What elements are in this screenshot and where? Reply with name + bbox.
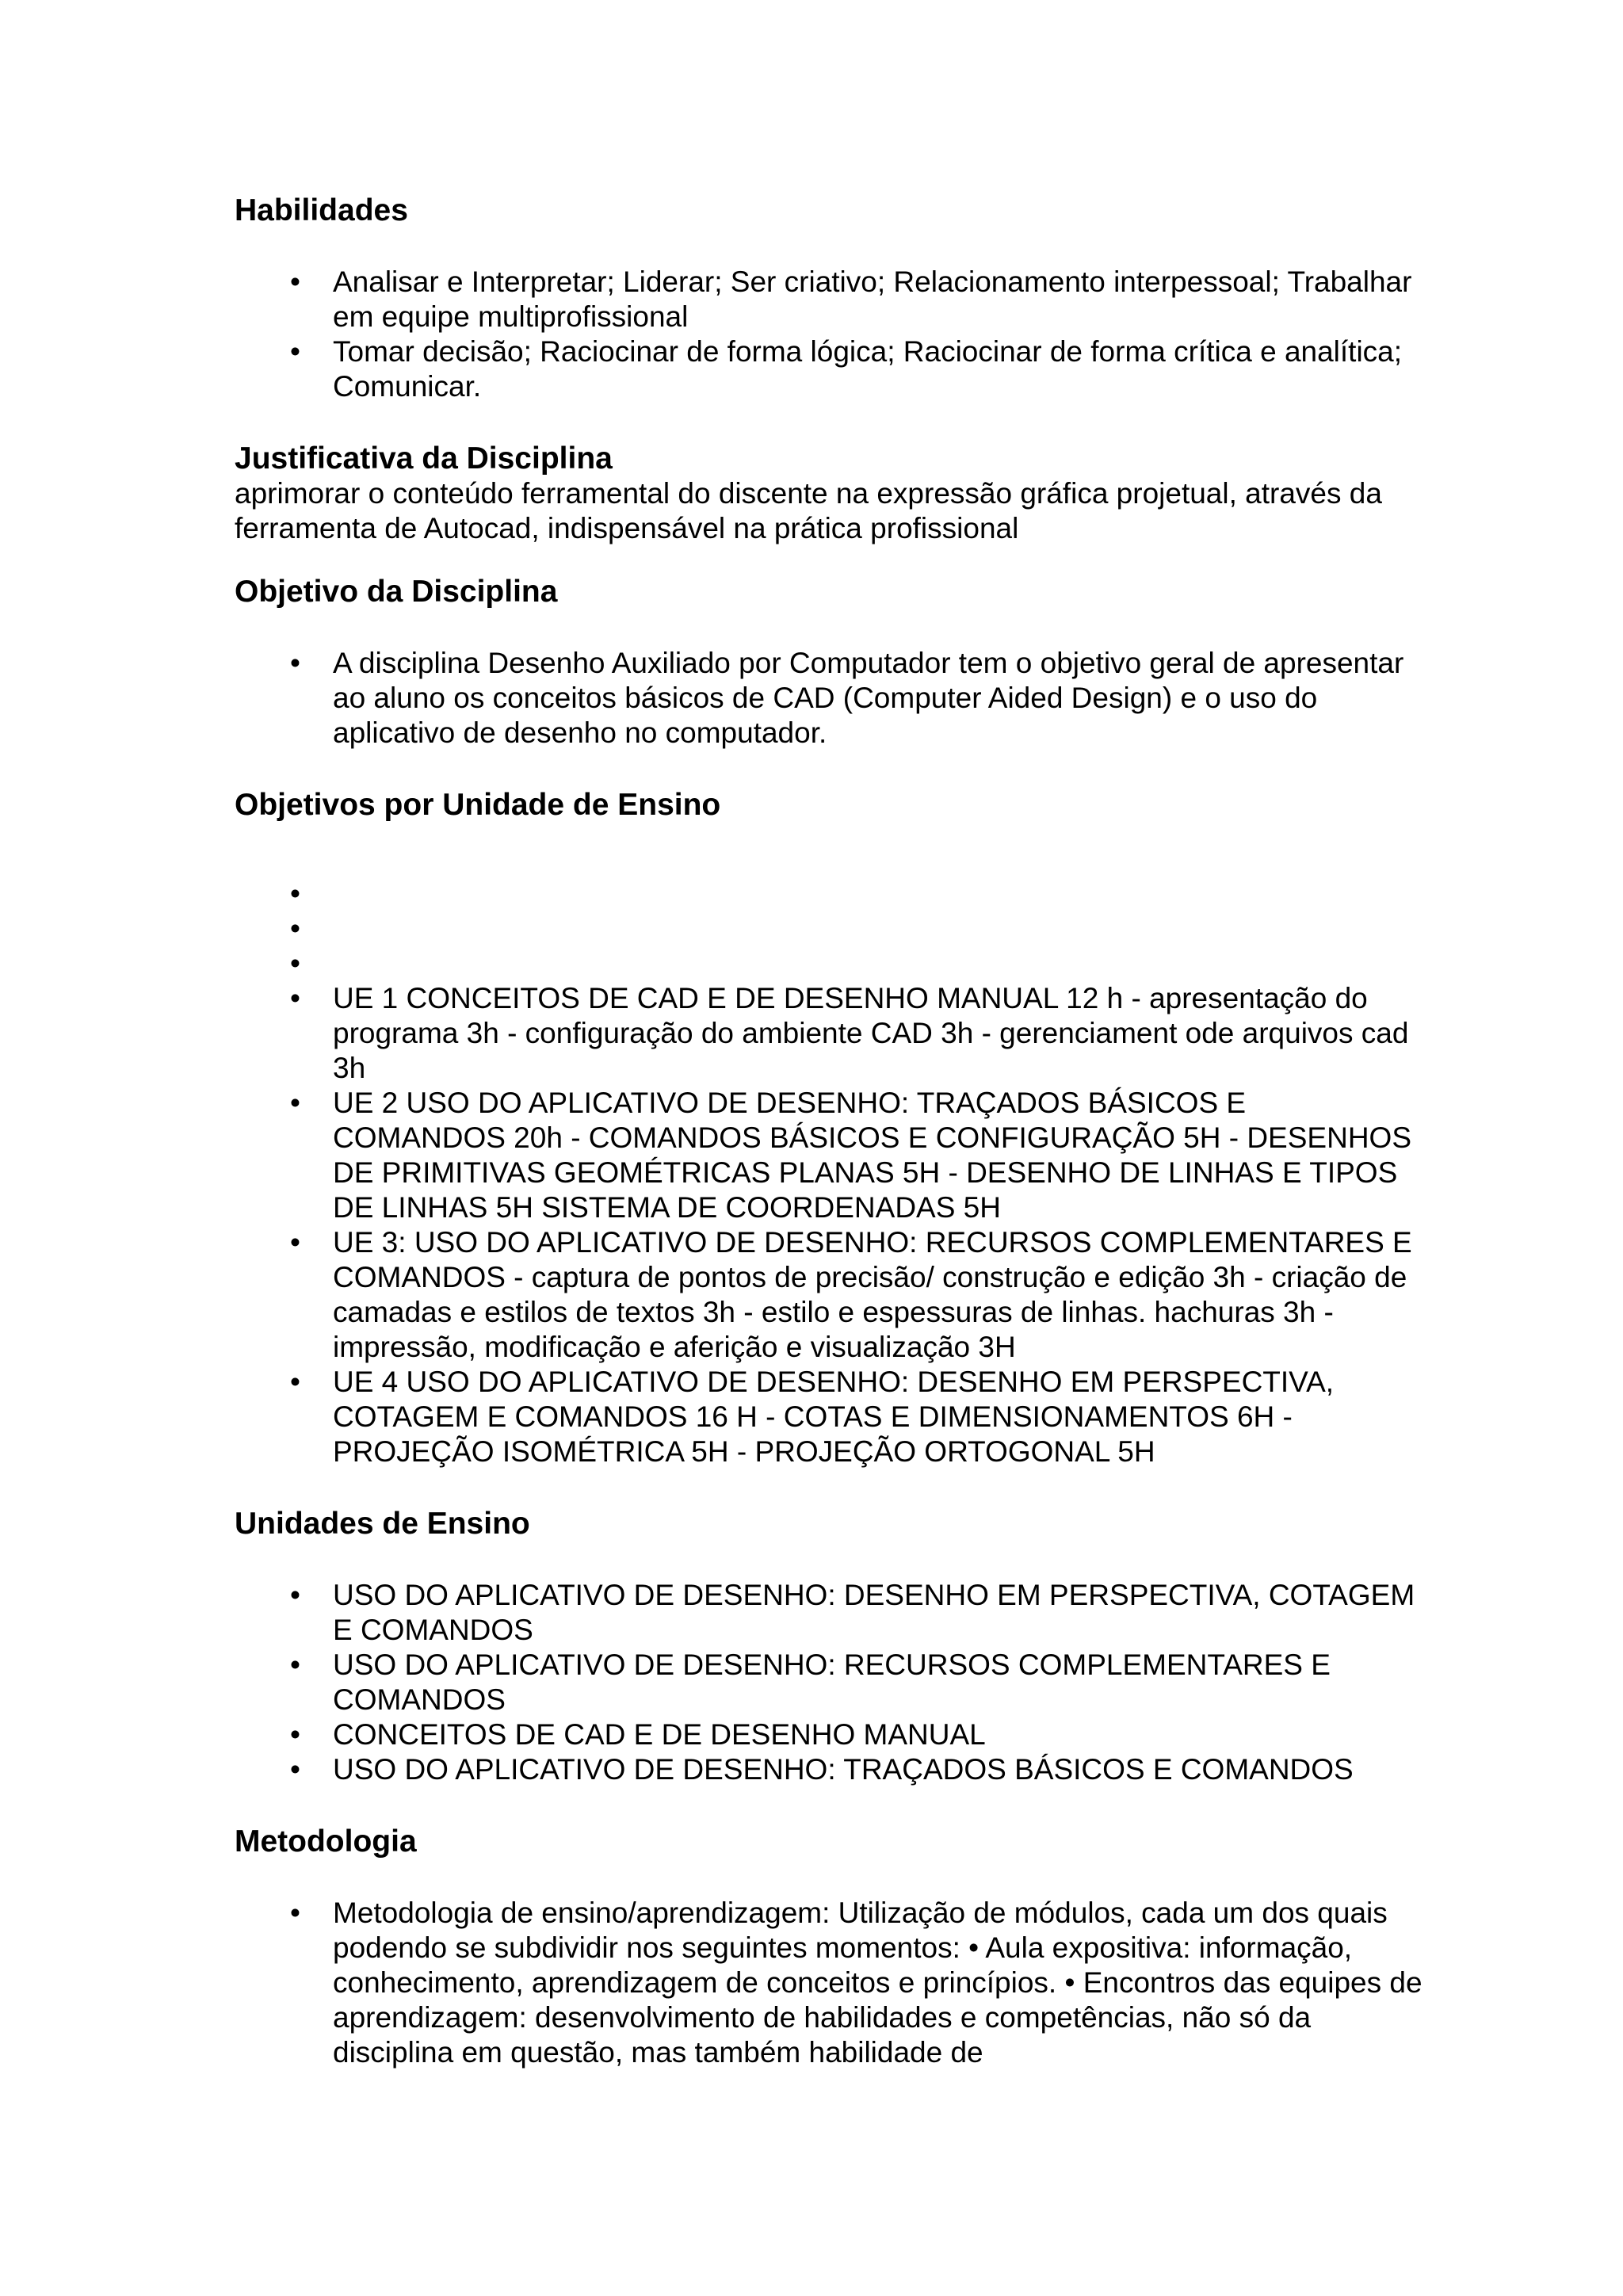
bullet-icon: • bbox=[290, 647, 300, 679]
bullet-icon: • bbox=[290, 912, 300, 945]
document-page bbox=[235, 193, 1423, 2070]
list-item: • UE 3: USO DO APLICATIVO DE DESENHO: RECURSOS COMPLEMENTARES E COMANDOS - captura de pontos de precisão/ construção e edição 3h - criação de camadas e estilos de textos 3h - estilo e espessuras de linhas. hachuras 3h - impressão, modificação e aferição e visualização 3H bbox=[290, 1226, 1412, 1363]
list-item: • Analisar e Interpretar; Liderar; Ser criativo; Relacionamento interpessoal; Trabalhar em equipe multiprofissional bbox=[290, 266, 1412, 333]
section-heading-metodologia: Metodologia bbox=[235, 1824, 417, 1859]
section-heading-objetivos-unidade: Objetivos por Unidade de Ensino bbox=[235, 788, 721, 822]
list-item bbox=[235, 911, 1423, 946]
list-item: • UE 2 USO DO APLICATIVO DE DESENHO: TRAÇADOS BÁSICOS E COMANDOS 20h - COMANDOS BÁSICOS E CONFIGURAÇÃO 5H - DESENHOS DE PRIMITIVAS GEOMÉTRICAS PLANAS 5H - DESENHO DE LINHAS E TIPOS DE LINHAS 5H SISTEMA DE COORDENADAS 5H bbox=[290, 1087, 1411, 1224]
list-item: • USO DO APLICATIVO DE DESENHO: TRAÇADOS BÁSICOS E COMANDOS bbox=[290, 1753, 1354, 1786]
section-heading-objetivo: Objetivo da Disciplina bbox=[235, 575, 558, 609]
bullet-icon: • bbox=[290, 877, 300, 910]
bullet-icon: • bbox=[290, 1718, 300, 1751]
list-item bbox=[235, 946, 1423, 981]
unidades-list bbox=[235, 1578, 1423, 1787]
bullet-icon: • bbox=[290, 1648, 300, 1681]
bullet-icon: • bbox=[290, 982, 300, 1014]
list-item: • USO DO APLICATIVO DE DESENHO: RECURSOS COMPLEMENTARES E COMANDOS bbox=[290, 1648, 1331, 1716]
bullet-icon: • bbox=[290, 947, 300, 980]
list-item: • Metodologia de ensino/aprendizagem: Utilização de módulos, cada um dos quais podendo se subdividir nos seguintes momentos: • Aula expositiva: informação, conhecimento, aprendizagem de conceitos e princípios. • Encontros das equipes de aprendizagem: desenvolvimento de habilidades e competências, não só da disciplina em questão, mas também habilidade de bbox=[290, 1897, 1423, 2069]
bullet-icon: • bbox=[290, 335, 300, 368]
list-item: • UE 1 CONCEITOS DE CAD E DE DESENHO MANUAL 12 h - apresentação do programa 3h - configuração do ambiente CAD 3h - gerenciament ode arquivos cad 3h bbox=[290, 982, 1409, 1084]
justificativa-paragraph: aprimorar o conteúdo ferramental do discente na expressão gráfica projetual, através da ferramenta de Autocad, indispensável na prática profissional bbox=[235, 477, 1382, 544]
bullet-icon: • bbox=[290, 1579, 300, 1611]
section-heading-unidades: Unidades de Ensino bbox=[235, 1507, 530, 1541]
list-item: • CONCEITOS DE CAD E DE DESENHO MANUAL bbox=[290, 1718, 986, 1751]
objetivo-list bbox=[235, 646, 1423, 751]
habilidades-list bbox=[235, 265, 1423, 404]
list-item: • Tomar decisão; Raciocinar de forma lógica; Raciocinar de forma crítica e analítica; Comunicar. bbox=[290, 335, 1403, 403]
bullet-icon: • bbox=[290, 266, 300, 298]
section-heading-justificativa: Justificativa da Disciplina bbox=[235, 441, 613, 476]
bullet-icon: • bbox=[290, 1226, 300, 1259]
list-item bbox=[235, 877, 1423, 911]
list-item: • USO DO APLICATIVO DE DESENHO: DESENHO EM PERSPECTIVA, COTAGEM E COMANDOS bbox=[290, 1579, 1415, 1646]
list-item: • A disciplina Desenho Auxiliado por Computador tem o objetivo geral de apresentar ao aluno os conceitos básicos de CAD (Computer Aided Design) e o uso do aplicativo de desenho no computador. bbox=[290, 647, 1404, 749]
bullet-icon: • bbox=[290, 1366, 300, 1398]
bullet-icon: • bbox=[290, 1897, 300, 1929]
list-item: • UE 4 USO DO APLICATIVO DE DESENHO: DESENHO EM PERSPECTIVA, COTAGEM E COMANDOS 16 H - COTAS E DIMENSIONAMENTOS 6H - PROJEÇÃO ISOMÉTRICA 5H - PROJEÇÃO ORTOGONAL 5H bbox=[290, 1366, 1335, 1468]
bullet-icon: • bbox=[290, 1087, 300, 1119]
section-heading-habilidades: Habilidades bbox=[235, 193, 408, 227]
objetivos-unidade-list bbox=[235, 877, 1423, 1469]
metodologia-list bbox=[235, 1896, 1423, 2070]
bullet-icon: • bbox=[290, 1753, 300, 1786]
